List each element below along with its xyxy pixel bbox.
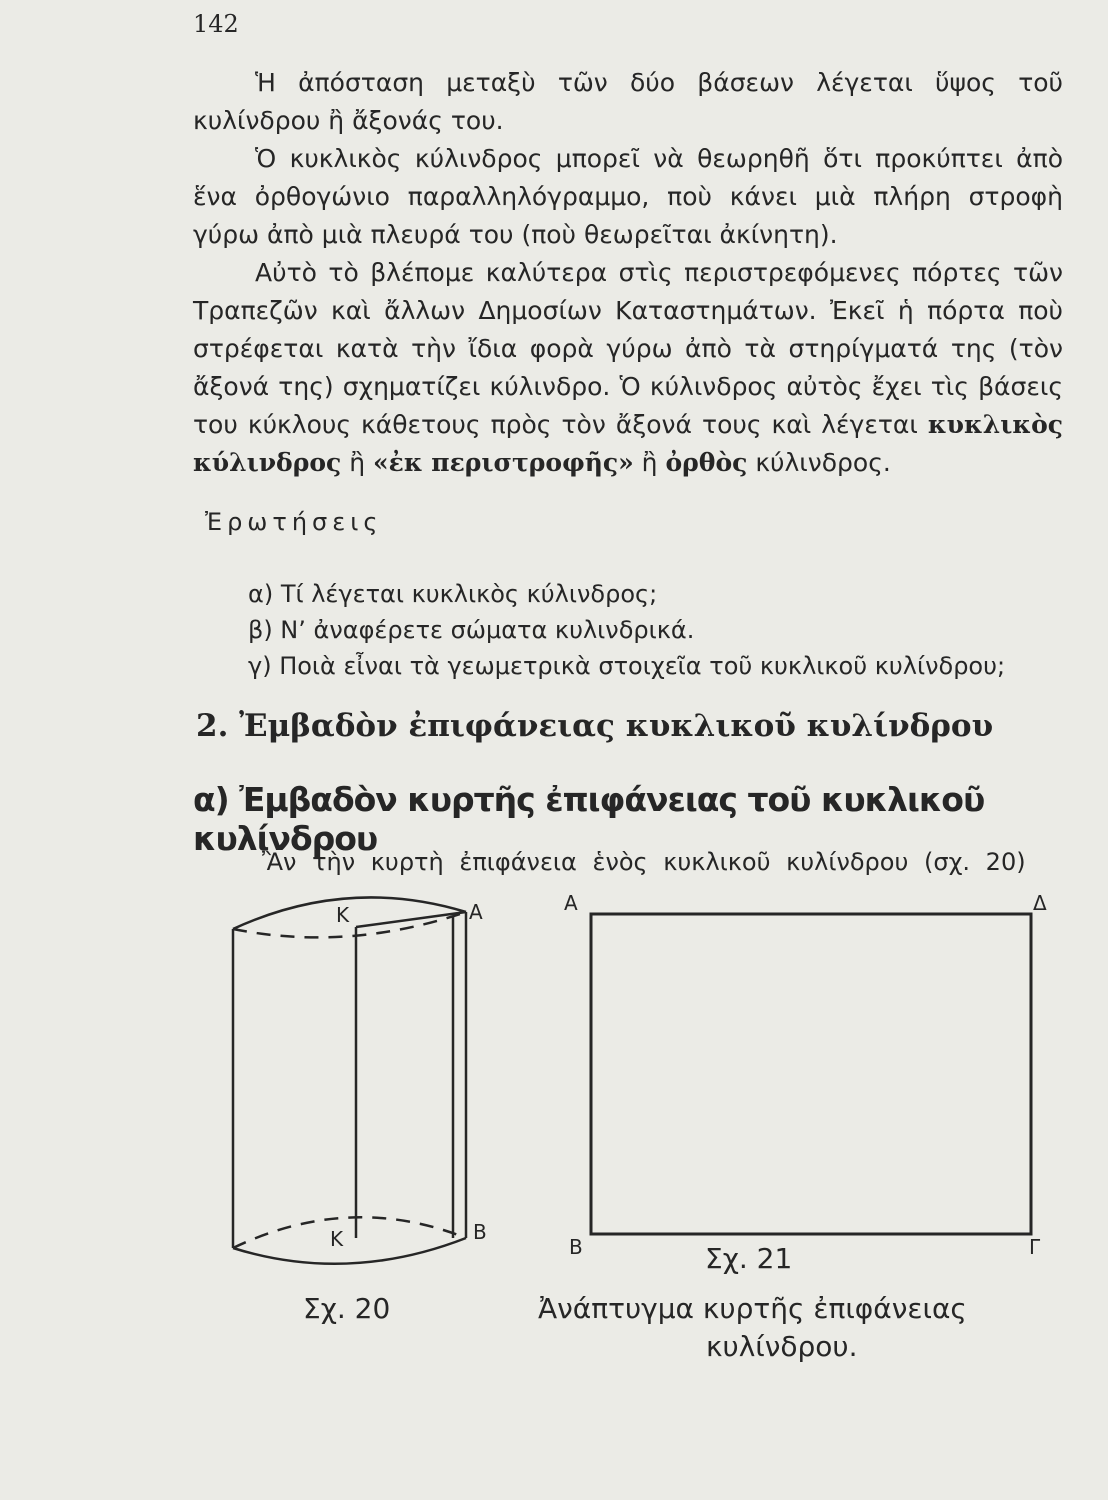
label-bottom-k: Κ: [330, 1227, 344, 1251]
label-g: Γ: [1029, 1235, 1041, 1259]
label-a: Α: [564, 891, 578, 915]
question-item-g: γ) Ποιὰ εἶναι τὰ γεωμετρικὰ στοιχεῖα τοῦ κυκλικοῦ κυλίνδρου;: [248, 652, 1006, 680]
question-item-b: β) Ν’ ἀναφέρετε σώματα κυλινδρικά.: [248, 616, 695, 644]
fold-top: [356, 912, 466, 927]
label-top-k: Κ: [336, 903, 350, 927]
term-right: ὀρθὸς: [665, 448, 748, 477]
section-subtitle: α) Ἐμβαδὸν κυρτῆς ἐπιφάνειας τοῦ κυκλικοῦ κυλίνδρου: [193, 780, 985, 858]
connector-or-2: ἢ: [641, 448, 658, 477]
term-circular-cylinder: κυκλικὸς κύλινδρος: [193, 410, 1063, 477]
cylinder-figure-20: [233, 897, 466, 1263]
development-rectangle: [591, 914, 1031, 1234]
paragraph-cylinder-height: Ἡ ἀπόσταση μεταξὺ τῶν δύο βάσεων λέγεται ὕψος τοῦ κυλίνδρου ἢ ἄξονάς του.: [193, 68, 1063, 135]
paragraph-revolving-doors-text: Αὐτὸ τὸ βλέπομε καλύτερα στὶς περιστρεφόμενες πόρτες τῶν Τραπεζῶν καὶ ἄλλων Δημοσίων Καταστημάτων. Ἐκεῖ ἡ πόρτα ποὺ στρέφεται κατὰ τὴν ἴδια φορὰ γύρω ἀπὸ τὰ στηρίγματά της (τὸν ἄξονά της) σχηματίζει κύλινδρο. Ὁ κύλινδρος αὐτὸς ἔχει τὶς βάσεις του κύκλους κάθετους πρὸς τὸν ἄξονά τους καὶ λέγεται: [193, 258, 1063, 439]
connector-or-1: ἢ: [349, 448, 366, 477]
cylinder-bottom-dashed-arc: [233, 1217, 466, 1248]
figure-21-description-line2: κυλίνδρου.: [706, 1330, 858, 1363]
section-intro: Ἂν τὴν κυρτὴ ἐπιφάνεια ἑνὸς κυκλικοῦ κυλίνδρου (σχ. 20): [262, 848, 1026, 876]
question-item-a: α) Τί λέγεται κυκλικὸς κύλινδρος;: [248, 580, 658, 608]
label-top-a: Α: [469, 900, 483, 924]
page-number: 142: [193, 10, 239, 38]
term-of-revolution: «ἐκ περιστροφῆς»: [373, 448, 634, 477]
caption-figure-21: Σχ. 21: [705, 1242, 793, 1275]
cylinder-bottom-arc: [233, 1238, 466, 1264]
label-d: Δ: [1033, 891, 1047, 915]
figure-21-description-line1: Ἀνάπτυγμα κυρτῆς ἐπιφάνειας: [538, 1292, 967, 1325]
label-bottom-b: Β: [473, 1220, 487, 1244]
label-b: Β: [569, 1235, 583, 1259]
cylinder-top-arc: [233, 897, 466, 929]
paragraph-end: κύλινδρος.: [755, 448, 891, 477]
rectangle-figure-21: [591, 914, 1031, 1234]
questions-heading: Ἐρωτήσεις: [205, 508, 383, 536]
section-title: 2. Ἐμβαδὸν ἐπιφάνειας κυκλικοῦ κυλίνδρου: [196, 708, 994, 744]
paragraph-rotation: Ὁ κυκλικὸς κύλινδρος μπορεῖ νὰ θεωρηθῆ ὅτι προκύπτει ἀπὸ ἕνα ὀρθογώνιο παραλληλόγραμμο, ποὺ κάνει μιὰ πλήρη στροφὴ γύρω ἀπὸ μιὰ πλευρά του (ποὺ θεωρεῖται ἀκίνητη).: [193, 144, 1063, 249]
caption-figure-20: Σχ. 20: [303, 1292, 391, 1325]
